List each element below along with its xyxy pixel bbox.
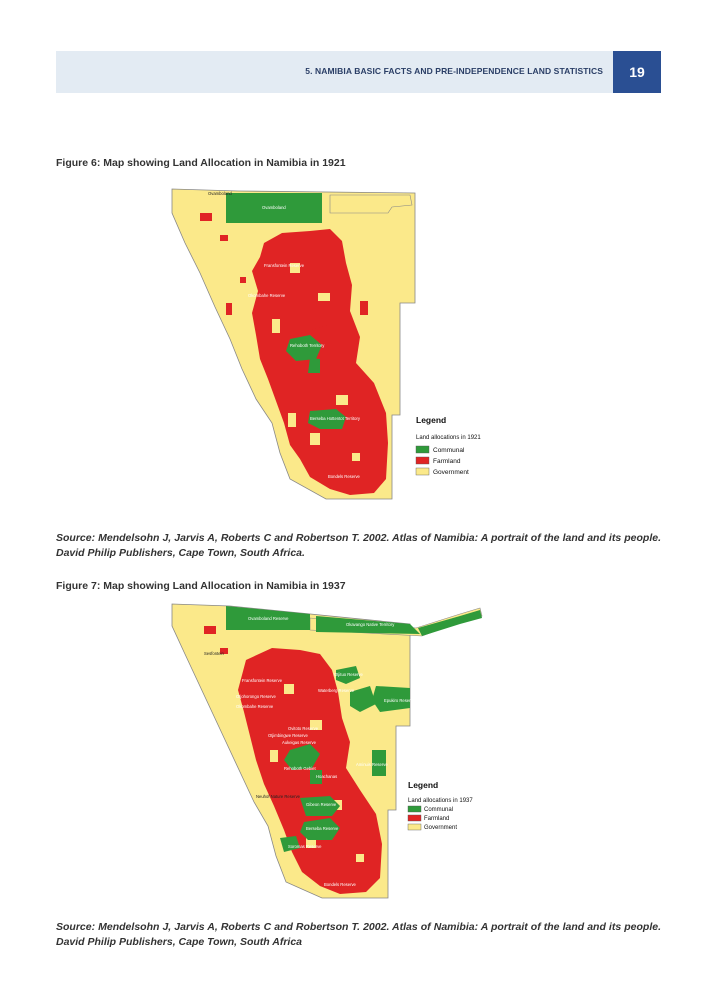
place-hoachanas: Hoachanas [316,774,338,779]
place-neuhof: Neuhof Nature Reserve [256,794,300,799]
header-title: 5. NAMIBIA BASIC FACTS AND PRE-INDEPENDENCE LAND STATISTICS [305,66,603,76]
legend-subtitle: Land allocations in 1937 [408,798,473,804]
figure-6-source: Source: Mendelsohn J, Jarvis A, Roberts C and Robertson T. 2002. Atlas of Namibia: A portrait of the land and its people. David Philip Publishers, Cape Town, South Africa. [56,532,661,559]
page-number: 19 [613,51,661,93]
legend-swatch-government [416,468,429,475]
place-soromas: Soromas Reserve [288,844,322,849]
place-sesfontein: Sesfontein [204,651,224,656]
place-bondels: Bondels Reserve [324,882,356,887]
place-aminuis: Aminuis Reserve [356,762,388,767]
legend-subtitle: Land allocations in 1921 [416,435,481,441]
place-epukiro: Epukiro Reserve [384,698,415,703]
place-fransfontein: Fransfontein Reserve [242,678,283,683]
legend-swatch-communal [408,806,421,812]
place-ovitoto: Ovitoto Reserve [288,726,319,731]
place-otjimbingwe: Otjimbingwe Reserve [268,733,308,738]
figure-7-legend [408,780,473,831]
figure-7-map [160,600,520,900]
place-rehoboth: Rehoboth Gebiet [284,766,316,771]
place-bondels: Bondels Reserve [328,474,360,479]
figure-6-legend [416,415,481,476]
place-aukeigas: Aukeigas Reserve [282,740,316,745]
legend-label-farmland: Farmland [424,816,450,822]
legend-label-communal: Communal [424,807,454,813]
place-waterberg: Waterberg Reserve [318,688,355,693]
place-okombahe: Okombahe Reserve [236,704,274,709]
place-otjohorongo: Otjohorongo Reserve [236,694,276,699]
page-header [56,51,613,93]
place-ovamboland: Ovamboland [262,205,286,210]
place-ovamboland-top: Ovamboland [208,191,232,196]
figure-6-title: Figure 6: Map showing Land Allocation in Namibia in 1921 [56,157,346,169]
place-fransfontein: Fransfontein Reserve [264,263,305,268]
legend-label-government: Government [433,469,469,476]
legend-swatch-government [408,824,421,830]
legend-label-farmland: Farmland [433,458,461,465]
place-gibeon: Gibeon Reserve [306,802,337,807]
legend-label-government: Government [424,825,458,831]
place-berseba: Berseba Hottentot Territory [310,416,360,421]
place-okavango: Okavango Native Territory [346,622,395,627]
legend-swatch-farmland [416,457,429,464]
place-berseba: Berseba Reserve [306,826,339,831]
figure-6-map [160,183,520,503]
place-ovamboland: Ovamboland Reserve [248,616,289,621]
legend-swatch-communal [416,446,429,453]
place-rehoboth: Rehoboth Territory [290,343,325,348]
legend-title: Legend [416,415,447,425]
legend-title: Legend [408,780,439,790]
legend-label-communal: Communal [433,447,465,454]
legend-swatch-farmland [408,815,421,821]
place-otjituo: Otjituo Reserve [334,672,363,677]
place-okombahe: Okombahe Reserve [248,293,286,298]
figure-7-source: Source: Mendelsohn J, Jarvis A, Roberts C and Robertson T. 2002. Atlas of Namibia: A portrait of the land and its people. David Philip Publishers, Cape Town, South Africa [56,921,661,948]
figure-7-title: Figure 7: Map showing Land Allocation in Namibia in 1937 [56,580,346,592]
